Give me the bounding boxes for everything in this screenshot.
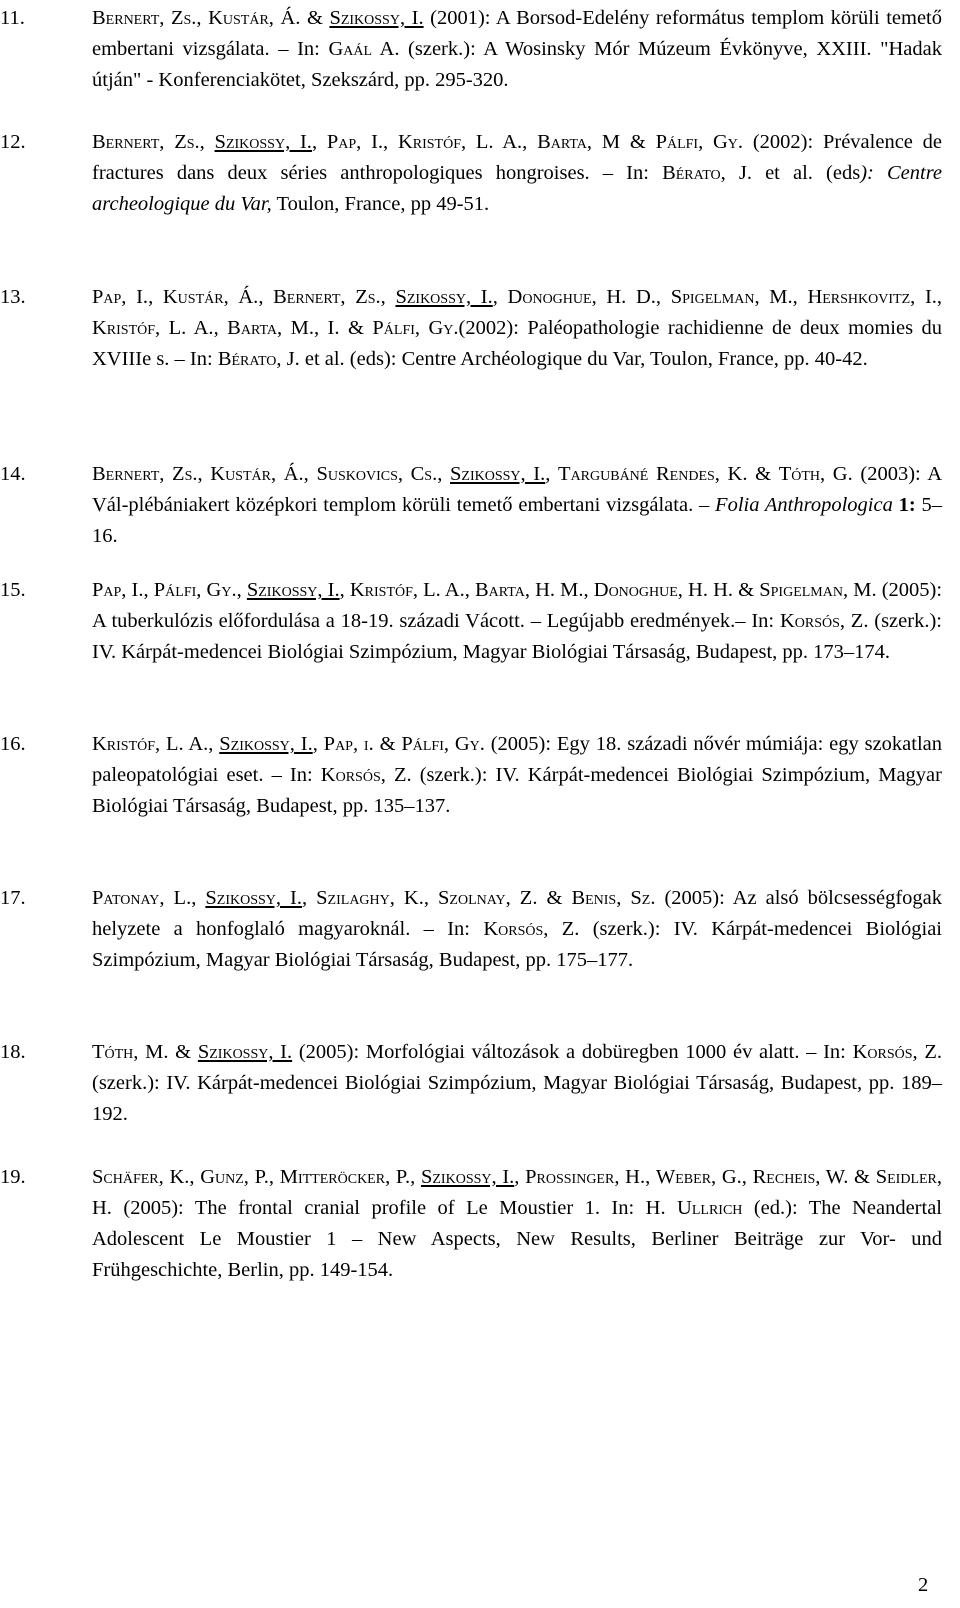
reference-segment: (szerk.): IV. Kárpát-medencei Biológiai Szimpózium, Magyar Biológiai Társaság, Budapest, pp. 189–192. [92,1072,942,1125]
reference-segment: , [339,579,350,601]
reference-segment: (2005): Az alsó bölcsességfogak helyzete a honfoglaló magyaroknál. – In: [92,887,943,940]
reference-number: 18. [0,1041,26,1063]
reference-segment: , [302,887,317,909]
reference-segment: (szerk.): IV. Kárpát-medencei Biológiai Szimpózium, Magyar Biológiai Társaság, Budapest, pp. 135–137. [92,764,942,817]
reference-segment: & [733,579,760,601]
reference-segment: (szerk.): A Wosinsky Mór Múzeum Évkönyve, XXIII. "Hadak útján" - Konferenciakötet, Szekszárd, pp. 295-320. [92,38,942,91]
author-name: Szikossy, I. [214,131,312,153]
author-name: Szilaghy, K. [316,887,424,909]
reference-segment: , [655,286,671,308]
author-name: Bernert, Zs. [92,7,197,29]
author-name: Bernert, Zs. [92,131,200,153]
reference-segment: (2005): Egy 18. századi nővér múmiája: egy szokatlan paleopatológiai eset. – In: [92,733,943,786]
reference-segment: , [464,579,475,601]
reference-entry-15 [0,575,942,668]
reference-segment: & [537,887,572,909]
author-name: Szolnay, Z. [438,887,538,909]
reference-segment: , [936,286,943,308]
author-name: Pálfi, Gy. [372,317,459,339]
author-name: Kustár, Á. [210,463,304,485]
author-name: Kristóf, L. A. [92,733,209,755]
reference-segment: , [208,733,220,755]
reference-segment: (2003): A Vál-plébániakert középkori templom körüli temető embertani vizsgálata. – [92,463,943,516]
author-name: Ullrich [677,1197,743,1219]
reference-segment: , [197,463,211,485]
reference-segment: , [213,317,228,339]
author-name: Kristóf, L. A. [349,579,465,601]
reference-number: 16. [0,733,26,755]
author-name: Kristóf, L. A. [92,317,214,339]
author-name: Recheis, W. [752,1166,849,1188]
author-name: Korsós, Z. [779,610,869,632]
reference-entry-14 [0,459,942,552]
page-number: 2 [918,1574,929,1596]
author-name: Szikossy, I. [329,7,424,29]
author-name: Gaál A. [328,38,400,60]
author-name: Suskovics, Cs. [316,463,438,485]
reference-segment: , [303,463,317,485]
reference-segment: (2001): A Borsod-Edelény református templom körüli temető embertani vizsgálata. – In: [92,7,942,60]
author-name: Targubáné Rendes, K. [558,463,748,485]
author-name: Szikossy, I. [450,463,546,485]
reference-text [92,1162,942,1286]
reference-segment: Toulon, France, pp 49-51. [271,193,490,215]
reference-segment: (2005): A tuberkulózis előfordulása a 18-19. századi Vácott. – Legújabb eredmények.– In: [92,579,943,632]
author-name: Korsós, Z. [483,918,580,940]
author-name: Donoghue, H. H. [593,579,734,601]
author-name: Donoghue, H. D. [507,286,656,308]
reference-segment: , [196,7,209,29]
reference-segment: (2002): Paléopathologie rachidienne de deux momies du XVIIIe s. – In: [92,317,943,370]
reference-text [92,1037,942,1130]
author-name: Schäfer, K. [92,1166,190,1188]
reference-segment: , [522,131,538,153]
reference-entry-17 [0,883,942,976]
reference-text [92,575,942,668]
reference-segment: & [747,463,779,485]
reference-segment: & [373,733,402,755]
reference-segment: et al. (eds [751,162,861,184]
author-name: Pálfi, Gy. [401,733,485,755]
reference-segment: , [199,131,215,153]
reference-segment: , [312,733,324,755]
author-name: Bérato, J. [662,162,752,184]
reference-segment: , [545,463,559,485]
author-name: Szikossy, I. [197,1041,293,1063]
italic-text: Folia Anthropologica [715,494,893,516]
reference-segment: & [848,1166,876,1188]
reference-entry-19 [0,1162,942,1286]
reference-number: 13. [0,286,26,308]
reference-text [92,883,942,976]
reference-number: 19. [0,1166,26,1188]
author-name: Barta, M. [227,317,314,339]
author-name: Kristóf, L. A. [397,131,523,153]
author-name: Gunz, P. [200,1166,269,1188]
reference-segment: , [423,887,438,909]
reference-segment: , [492,286,508,308]
reference-segment: (2002): Prévalence de fractures dans deux séries anthropologiques hongroises. – In: [92,131,943,184]
reference-segment: & [300,7,330,29]
reference-segment: , [514,1166,526,1188]
author-name: Kustár, Á. [162,286,259,308]
author-name: Spigelman, M. [759,579,877,601]
reference-segment: , [437,463,451,485]
reference-segment: , [189,1166,201,1188]
author-name: Szikossy, I. [246,579,340,601]
reference-number: 15. [0,579,26,601]
author-name: Pap, I. [92,579,144,601]
author-name: Barta, M & Pálfi, Gy. [537,131,744,153]
reference-number: 14. [0,463,26,485]
reference-segment: , [268,1166,280,1188]
author-name: Tóth, G. [778,463,853,485]
reference-text [92,3,942,96]
author-name: Szikossy, I. [420,1166,515,1188]
italic-text: ): Centre archeologique du Var, [92,162,943,215]
reference-segment: , [410,1166,421,1188]
author-name: Bernert, Zs. [273,286,381,308]
reference-segment: , [148,286,163,308]
author-name: Patonay, L. [92,887,192,909]
reference-segment: , [741,1166,753,1188]
reference-number: 12. [0,131,26,153]
reference-text [92,127,942,220]
reference-segment: 1: [898,494,916,516]
author-name: Spigelman, M. [670,286,793,308]
author-name: Tóth, M. [92,1041,169,1063]
reference-segment: , [191,887,206,909]
author-name: Korsós, Z. [852,1041,942,1063]
author-name: Hershkovitz, I. [807,286,937,308]
reference-segment: (szerk.): IV. Kárpát-medencei Biológiai Szimpózium, Magyar Biológiai Társaság, Budapest, pp. 175–177. [92,918,942,971]
reference-text [92,459,942,552]
reference-segment: & [168,1041,198,1063]
reference-segment: (2005): Morfológiai változások a dobüregben 1000 év alatt. – In: [292,1041,853,1063]
author-name: Weber, G. [655,1166,742,1188]
author-name: Szikossy, I. [219,733,313,755]
reference-segment: , [383,131,398,153]
reference-segment: , [143,579,154,601]
author-name: Pap, I. [92,286,149,308]
reference-segment: , [792,286,808,308]
reference-entry-18 [0,1037,942,1130]
author-name: Seidler, H. [92,1166,943,1219]
reference-segment: (ed.): The Neandertal Adolescent Le Moustier 1 – New Aspects, New Results, Berliner Beiträge zur Vor- und Frühgeschichte, Berlin, pp. 149-154. [92,1197,942,1281]
author-name: Barta, H. M. [475,579,584,601]
reference-segment: (szerk.): IV. Kárpát-medencei Biológiai Szimpózium, Magyar Biológiai Társaság, Budapest, pp. 173–174. [92,610,942,663]
reference-entry-11 [0,3,942,96]
author-name: Korsós, Z. [320,764,412,786]
reference-entry-12 [0,127,942,220]
author-name: Prossinger, H. [525,1166,646,1188]
author-name: Pálfi, Gy. [153,579,237,601]
reference-segment: , [311,131,327,153]
reference-segment: , [258,286,274,308]
reference-text [92,729,942,822]
author-name: Mitteröcker, P. [279,1166,411,1188]
author-name: Bérato, J. [217,348,300,370]
reference-segment: 5–16. [92,494,943,547]
author-name: Szikossy, I. [205,887,302,909]
reference-segment: (2005): The frontal cranial profile of Le Moustier 1. In: H. [111,1197,678,1219]
reference-text [92,282,942,375]
reference-segment: , [380,286,396,308]
reference-number: 17. [0,887,26,909]
author-name: Pap, i. [323,733,374,755]
reference-entry-16 [0,729,942,822]
reference-segment: et al. (eds): Centre Archéologique du Var, Toulon, France, pp. 40-42. [299,348,868,370]
reference-segment: , [583,579,594,601]
author-name: Benis, Sz. [571,887,656,909]
author-name: Szikossy, I. [395,286,493,308]
reference-number: 11. [0,7,25,29]
author-name: Pap, I. [326,131,384,153]
author-name: Bernert, Zs. [92,463,198,485]
reference-entry-13 [0,282,942,375]
reference-segment: , I. & [313,317,373,339]
reference-segment: , [236,579,247,601]
reference-segment: , [645,1166,656,1188]
author-name: Kustár, Á. [208,7,301,29]
